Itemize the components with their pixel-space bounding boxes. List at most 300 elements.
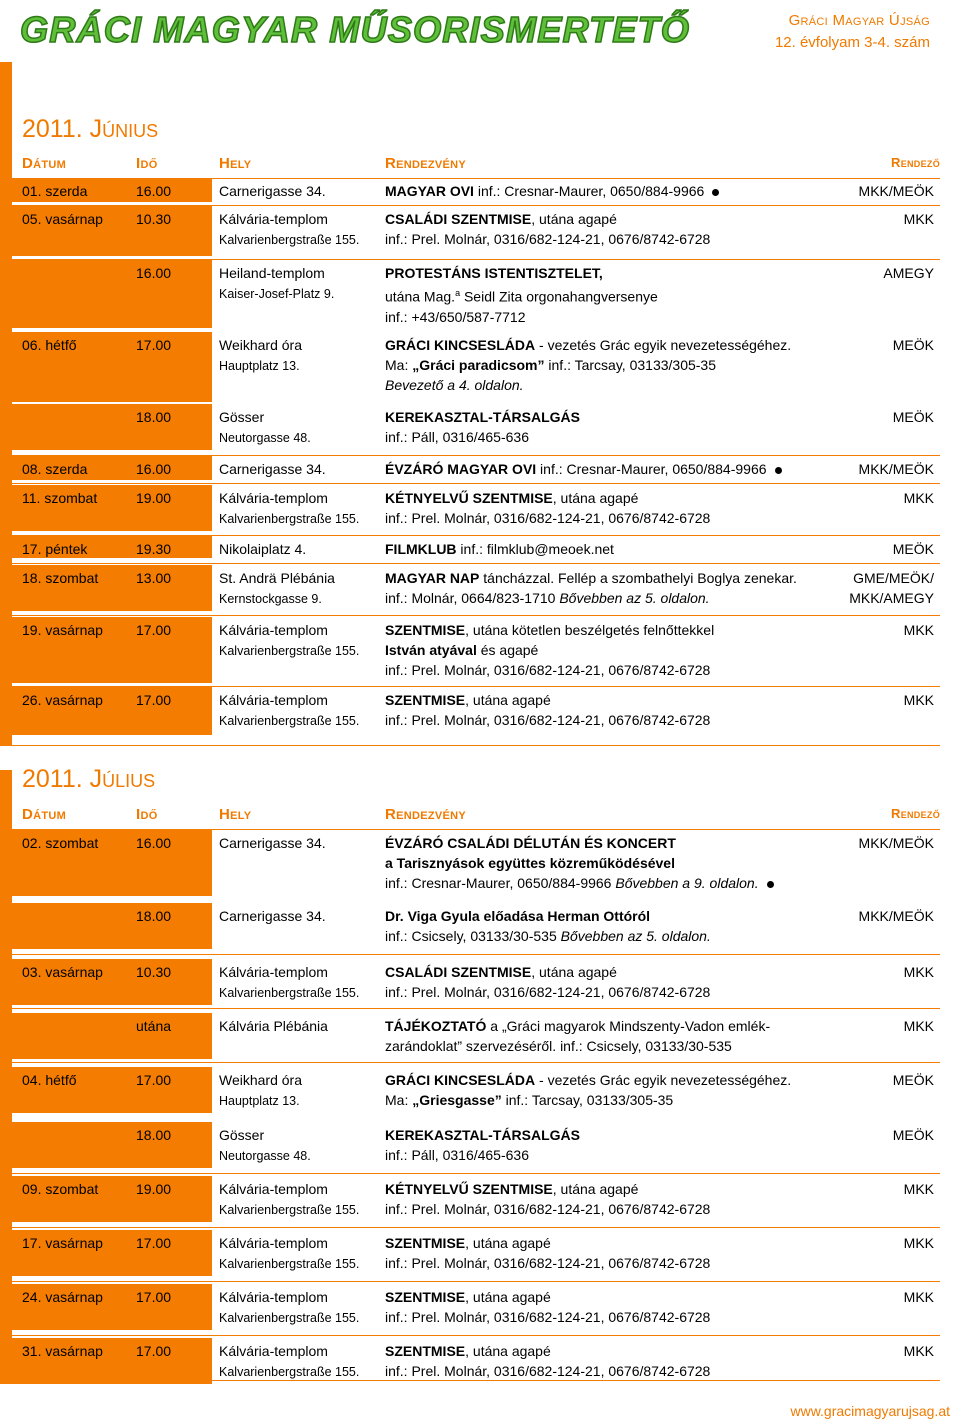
event-title: SZENTMISE	[385, 692, 466, 708]
organizer: MKK	[903, 1018, 934, 1034]
row-organizer	[849, 568, 934, 608]
event-title: SZENTMISE	[385, 1343, 466, 1359]
event-line-2	[385, 1145, 580, 1165]
event-line-3	[385, 873, 774, 893]
event-detail: - vezetés Grác egyik nevezetességéhez.	[535, 1072, 792, 1088]
event-line-2	[385, 1036, 770, 1056]
july-col-organizer: Rendező	[891, 806, 940, 821]
organizer: AMEGY	[883, 265, 934, 281]
event-info: inf.: Prel. Molnár, 0316/682-124-21, 0676/8742-6728	[385, 510, 711, 526]
row-time: 16.00	[136, 461, 172, 477]
event-title: MAGYAR OVI	[385, 183, 474, 199]
june-col-organizer: Rendező	[891, 155, 940, 170]
june-month-title	[22, 115, 158, 144]
event-detail: inf.: Cresnar-Maurer, 0650/884-9966	[473, 183, 705, 199]
row-time: 16.00	[136, 183, 172, 199]
event-line-2	[385, 229, 710, 249]
row-time: 13.00	[136, 570, 172, 586]
event-title: MAGYAR NAP	[385, 570, 480, 586]
row-date: 24. vasárnap	[22, 1289, 103, 1305]
event-detail: , utána agapé	[552, 1181, 639, 1197]
event-line-2	[385, 283, 658, 307]
place-address: Neutorgasse 48.	[219, 1149, 311, 1163]
place-name: Weikhard óra	[219, 1072, 303, 1088]
row-place	[219, 1179, 359, 1220]
event-detail: , utána agapé	[531, 211, 617, 227]
row-organizer	[904, 1287, 934, 1307]
event-info: inf.: Prel. Molnár, 0316/682-124-21, 0676/8742-6728	[385, 1255, 711, 1271]
bullet-icon	[775, 467, 782, 474]
event-info: inf.: Molnár, 0664/823-1710	[385, 590, 560, 606]
row-date: 17. péntek	[22, 541, 88, 557]
event-detail: , utána agapé	[465, 1235, 551, 1251]
june-row-date-bg	[0, 260, 212, 328]
website-link[interactable]: www.gracimagyarujsag.at	[790, 1403, 950, 1419]
event-info: inf.: Páll, 0316/465-636	[385, 429, 529, 445]
june-row-line	[12, 563, 940, 564]
place-address: Kalvarienbergstraße 155.	[219, 1203, 360, 1217]
event-line-1	[385, 335, 791, 355]
row-event	[385, 1016, 770, 1056]
place-address: Kaiser-Josef-Platz 9.	[219, 287, 335, 301]
event-detail: , utána kötetlen beszélgetés felnőttekkel	[465, 622, 715, 638]
row-date: 09. szombat	[22, 1181, 99, 1197]
place-name: Kálvária-templom	[219, 692, 328, 708]
event-line-1	[385, 620, 714, 640]
row-organizer	[893, 1070, 934, 1090]
june-month-name: Június	[89, 115, 159, 143]
july-row-date-bg	[0, 1013, 212, 1059]
july-row-line	[12, 1335, 940, 1336]
row-organizer	[859, 181, 934, 201]
bullet-icon	[767, 881, 774, 888]
july-row-line	[12, 1281, 940, 1282]
event-highlight: „Gráci paradicsom”	[412, 357, 545, 373]
row-time: 10.30	[136, 964, 172, 980]
row-organizer	[904, 209, 934, 229]
organizer: MKK	[903, 1343, 934, 1359]
organizer: MKK/MEÖK	[858, 908, 934, 924]
row-event	[385, 568, 797, 608]
row-place	[219, 539, 306, 559]
event-line-2	[385, 355, 791, 375]
event-info: Bevezető a 4. oldalon.	[385, 377, 524, 393]
row-time: 19.30	[136, 541, 172, 557]
event-detail: inf.: filmklub@meoek.net	[456, 541, 614, 557]
event-line-1	[385, 488, 710, 508]
row-date: 02. szombat	[22, 835, 99, 851]
event-line-1	[385, 690, 710, 710]
row-organizer	[904, 620, 934, 640]
paper-name: Gráci Magyar Újság	[788, 12, 930, 29]
row-event	[385, 181, 719, 201]
row-place	[219, 1070, 302, 1111]
place-address: Kalvarienbergstraße 155.	[219, 1257, 360, 1271]
july-row-line	[12, 1008, 940, 1009]
row-organizer	[859, 459, 934, 479]
place-name: Carnerigasse 34.	[219, 835, 326, 851]
row-date: 05. vasárnap	[22, 211, 103, 227]
row-organizer	[904, 962, 934, 982]
event-line-3	[385, 375, 791, 395]
event-line-1	[385, 568, 797, 588]
row-organizer	[859, 833, 934, 853]
row-date: 26. vasárnap	[22, 692, 103, 708]
event-line-2	[385, 508, 710, 528]
event-info: inf.: Prel. Molnár, 0316/682-124-21, 0676/8742-6728	[385, 1309, 711, 1325]
event-info: inf.: Prel. Molnár, 0316/682-124-21, 0676/8742-6728	[385, 984, 711, 1000]
row-event	[385, 335, 791, 395]
july-col-time: Idő	[136, 806, 158, 823]
row-time: 18.00	[136, 409, 172, 425]
event-detail: táncházzal. Fellép a szombathelyi Boglya zenekar.	[479, 570, 797, 586]
place-address: Neutorgasse 48.	[219, 431, 311, 445]
place-address: Hauptplatz 13.	[219, 359, 300, 373]
row-place	[219, 690, 359, 731]
place-name: Carnerigasse 34.	[219, 461, 326, 477]
july-year: 2011.	[22, 765, 83, 793]
july-row-line	[12, 1227, 940, 1228]
event-detail: inf.: Cresnar-Maurer, 0650/884-9966	[536, 461, 767, 477]
organizer: MEÖK	[892, 337, 934, 353]
event-line-1	[385, 962, 710, 982]
row-date: 17. vasárnap	[22, 1235, 103, 1251]
place-name: Carnerigasse 34.	[219, 908, 326, 924]
june-row-line	[12, 615, 940, 616]
place-name: Heiland-templom	[219, 265, 325, 281]
event-line-1	[385, 209, 710, 229]
row-event	[385, 539, 614, 559]
june-col-time: Idő	[136, 155, 158, 172]
row-event	[385, 962, 710, 1002]
organizer: MKK/MEÖK	[858, 835, 934, 851]
organizer: MKK	[903, 1181, 934, 1197]
row-organizer	[904, 488, 934, 508]
organizer: GME/MEÖK/	[853, 570, 934, 586]
place-name: Gösser	[219, 1127, 265, 1143]
event-title: KEREKASZTAL-TÁRSALGÁS	[385, 409, 580, 425]
organizer: MKK	[903, 490, 934, 506]
place-address: Kernstockgasse 9.	[219, 592, 322, 606]
event-title: CSALÁDI SZENTMISE	[385, 964, 532, 980]
july-row-date-bg	[0, 903, 212, 949]
row-date: 04. hétfő	[22, 1072, 77, 1088]
event-info: inf.: Prel. Molnár, 0316/682-124-21, 0676/8742-6728	[385, 1363, 711, 1379]
row-date: 11. szombat	[22, 490, 98, 506]
june-col-place: Hely	[219, 155, 252, 172]
july-row-line	[12, 954, 940, 955]
row-event	[385, 1125, 580, 1165]
july-row-date-bg	[0, 1122, 212, 1168]
event-title: GRÁCI KINCSESLÁDA	[385, 337, 536, 353]
row-event	[385, 488, 710, 528]
place-name: Weikhard óra	[219, 337, 303, 353]
event-title: GRÁCI KINCSESLÁDA	[385, 1072, 536, 1088]
place-name: Kálvária-templom	[219, 1289, 328, 1305]
event-line-2	[385, 982, 710, 1002]
organizer: MEÖK	[892, 541, 934, 557]
row-organizer	[893, 407, 934, 427]
event-info: inf.: Cresnar-Maurer, 0650/884-9966	[385, 875, 616, 891]
june-row-date-bg	[0, 404, 212, 450]
row-organizer	[893, 1125, 934, 1145]
event-line-3	[385, 660, 714, 680]
row-organizer	[859, 906, 934, 926]
july-col-event: Rendezvény	[385, 806, 467, 823]
event-title: SZENTMISE	[385, 622, 466, 638]
row-organizer	[904, 690, 934, 710]
event-line-1	[385, 1070, 791, 1090]
event-line-1	[385, 906, 711, 926]
event-title: KEREKASZTAL-TÁRSALGÁS	[385, 1127, 580, 1143]
row-event	[385, 459, 782, 479]
row-time: 16.00	[136, 265, 172, 281]
row-place	[219, 962, 359, 1003]
place-address: Kalvarienbergstraße 155.	[219, 233, 360, 247]
row-event	[385, 1287, 710, 1327]
organizer: MEÖK	[892, 1072, 934, 1088]
event-detail: , utána agapé	[465, 1343, 551, 1359]
place-address: Kalvarienbergstraße 155.	[219, 512, 360, 526]
event-line-1	[385, 407, 580, 427]
organizer: MKK/MEÖK	[858, 183, 934, 199]
organizer: MKK	[903, 1289, 934, 1305]
july-row-line	[12, 1062, 940, 1063]
event-line-2	[385, 427, 580, 447]
row-place	[219, 620, 359, 661]
event-line-1	[385, 1179, 710, 1199]
header-title	[16, 6, 696, 50]
organizer-2: MKK/AMEGY	[849, 590, 934, 606]
event-title: KÉTNYELVŰ SZENTMISE	[385, 490, 553, 506]
row-time: 18.00	[136, 1127, 172, 1143]
event-info: inf.: Tarcsay, 03133/305-35	[501, 1092, 674, 1108]
row-event	[385, 1341, 710, 1381]
place-name: Kálvária-templom	[219, 211, 328, 227]
july-bottom-line	[0, 1380, 940, 1381]
event-detail: , utána agapé	[465, 1289, 551, 1305]
organizer: MKK	[903, 964, 934, 980]
row-place	[219, 488, 359, 529]
row-place	[219, 1016, 328, 1036]
place-name: Kálvária-templom	[219, 1343, 328, 1359]
row-event	[385, 1070, 791, 1110]
row-organizer	[893, 335, 934, 355]
row-organizer	[904, 1016, 934, 1036]
event-info: inf.: +43/650/587-7712	[385, 308, 526, 325]
row-time: 19.00	[136, 490, 172, 506]
row-event	[385, 209, 710, 249]
row-place	[219, 181, 326, 201]
event-info: inf.: Prel. Molnár, 0316/682-124-21, 0676/8742-6728	[385, 662, 711, 678]
event-line-1	[385, 459, 782, 479]
row-place	[219, 1341, 359, 1382]
event-line-1	[385, 1125, 580, 1145]
event-title: CSALÁDI SZENTMISE	[385, 211, 532, 227]
event-info: inf.: Páll, 0316/465-636	[385, 1147, 529, 1163]
event-line-2	[385, 1361, 710, 1381]
row-date: 31. vasárnap	[22, 1343, 103, 1359]
event-detail: a „Gráci magyarok Mindszenty-Vadon emlék-	[486, 1018, 771, 1034]
place-name: Kálvária Plébánia	[219, 1018, 328, 1034]
event-title: SZENTMISE	[385, 1289, 466, 1305]
row-place	[219, 568, 335, 609]
row-date: 03. vasárnap	[22, 964, 103, 980]
organizer: MKK	[903, 1235, 934, 1251]
row-date: 06. hétfő	[22, 337, 77, 353]
place-name: Kálvária-templom	[219, 1235, 328, 1251]
row-place	[219, 1287, 359, 1328]
row-event	[385, 906, 711, 946]
paper-issue: 12. évfolyam 3-4. szám	[774, 34, 930, 51]
event-line-1	[385, 181, 719, 201]
july-column-header	[0, 806, 940, 826]
place-name: Kálvária-templom	[219, 622, 328, 638]
row-place	[219, 833, 326, 853]
event-line-2	[385, 1307, 710, 1327]
row-time: 17.00	[136, 692, 172, 708]
place-address: Kalvarienbergstraße 155.	[219, 1365, 360, 1379]
june-bottom-line	[0, 745, 940, 746]
event-line-1	[385, 1341, 710, 1361]
row-place	[219, 263, 334, 304]
place-name: Carnerigasse 34.	[219, 183, 326, 199]
event-more: Bővebben az 5. oldalon.	[559, 590, 710, 606]
event-info: inf.: Prel. Molnár, 0316/682-124-21, 0676/8742-6728	[385, 1201, 711, 1217]
row-time: 10.30	[136, 211, 172, 227]
row-time: 17.00	[136, 337, 172, 353]
row-time: 17.00	[136, 1072, 172, 1088]
june-year: 2011.	[22, 115, 83, 143]
event-detail: , utána agapé	[552, 490, 639, 506]
event-info: inf.: Prel. Molnár, 0316/682-124-21, 0676/8742-6728	[385, 712, 711, 728]
event-title: Dr. Viga Gyula előadása Herman Ottóról	[385, 908, 651, 924]
event-info: utána Mag.	[385, 288, 456, 305]
row-place	[219, 1233, 359, 1274]
place-name: Kálvária-templom	[219, 964, 328, 980]
organizer: MKK/MEÖK	[858, 461, 934, 477]
row-event	[385, 263, 658, 327]
organizer: MEÖK	[892, 1127, 934, 1143]
event-info: Ma:	[385, 1092, 413, 1108]
place-address: Kalvarienbergstraße 155.	[219, 644, 360, 658]
event-more: Bővebben az 5. oldalon.	[560, 928, 711, 944]
event-line-1	[385, 1233, 710, 1253]
row-time: 18.00	[136, 908, 172, 924]
june-col-date: Dátum	[22, 155, 67, 172]
event-line-2	[385, 588, 797, 608]
place-address: Kalvarienbergstraße 155.	[219, 1311, 360, 1325]
row-time: utána	[136, 1018, 172, 1034]
place-address: Hauptplatz 13.	[219, 1094, 300, 1108]
july-col-date: Dátum	[22, 806, 67, 823]
row-time: 17.00	[136, 1289, 172, 1305]
event-title: PROTESTÁNS ISTENTISZTELET,	[385, 265, 603, 281]
place-address: Kalvarienbergstraße 155.	[219, 986, 360, 1000]
event-line-2	[385, 640, 714, 660]
event-line-2	[385, 926, 711, 946]
event-info: inf.: Prel. Molnár, 0316/682-124-21, 0676/8742-6728	[385, 231, 711, 247]
row-date: 18. szombat	[22, 570, 99, 586]
svg-text:GRÁCI MAGYAR MŰSORISMERTETŐ: GRÁCI MAGYAR MŰSORISMERTETŐ	[20, 9, 684, 50]
event-line-3	[385, 307, 658, 327]
row-date: 08. szerda	[22, 461, 88, 477]
event-line-1	[385, 1287, 710, 1307]
row-organizer	[904, 1233, 934, 1253]
july-month-title	[22, 765, 155, 794]
row-event	[385, 690, 710, 730]
event-info: a Tarisznyások együttes közreműködésével	[385, 855, 675, 871]
event-line-1	[385, 539, 614, 559]
row-time: 16.00	[136, 835, 172, 851]
event-info: inf.: Csicsely, 03133/30-535	[385, 928, 561, 944]
event-title: KÉTNYELVŰ SZENTMISE	[385, 1181, 553, 1197]
event-info: Seidl Zita orgonahangversenye	[460, 288, 658, 305]
event-title: ÉVZÁRÓ MAGYAR OVI	[385, 461, 537, 477]
event-title: SZENTMISE	[385, 1235, 466, 1251]
row-organizer	[893, 539, 934, 559]
row-place	[219, 1125, 311, 1166]
row-event	[385, 407, 580, 447]
row-time: 17.00	[136, 622, 172, 638]
event-line-2	[385, 1199, 710, 1219]
row-event	[385, 1179, 710, 1219]
place-name: Kálvária-templom	[219, 490, 328, 506]
july-row-line	[12, 1173, 940, 1174]
bullet-icon	[712, 189, 719, 196]
event-line-2	[385, 853, 774, 873]
row-organizer	[904, 1341, 934, 1361]
row-event	[385, 833, 774, 893]
event-title: ÉVZÁRÓ CSALÁDI DÉLUTÁN ÉS KONCERT	[385, 835, 676, 851]
june-column-header	[0, 155, 940, 175]
event-line-2	[385, 1090, 791, 1110]
july-month-name: Július	[89, 765, 156, 793]
june-row-line	[12, 483, 940, 484]
event-title: TÁJÉKOZTATÓ	[385, 1018, 487, 1034]
row-event	[385, 620, 714, 680]
event-highlight: István atyával	[385, 642, 477, 658]
event-info: inf.: Tarcsay, 03133/305-35	[544, 357, 716, 373]
place-name: Gösser	[219, 409, 265, 425]
event-info: és agapé	[476, 642, 539, 658]
organizer: MKK	[903, 622, 934, 638]
event-detail: - vezetés Grác egyik nevezetességéhez.	[535, 337, 792, 353]
organizer: MKK	[903, 692, 934, 708]
row-place	[219, 209, 359, 250]
event-line-2	[385, 1253, 710, 1273]
event-line-1	[385, 263, 658, 283]
row-place	[219, 407, 311, 448]
row-time: 19.00	[136, 1181, 172, 1197]
paper-info	[775, 10, 930, 54]
row-time: 17.00	[136, 1235, 172, 1251]
place-name: Kálvária-templom	[219, 1181, 328, 1197]
event-highlight: „Griesgasse”	[412, 1092, 502, 1108]
event-title: FILMKLUB	[385, 541, 457, 557]
event-info: zarándoklat” szervezéséről. inf.: Csicsely, 03133/30-535	[385, 1038, 732, 1054]
event-sup: a	[455, 288, 461, 298]
july-col-place: Hely	[219, 806, 252, 823]
event-info: Ma:	[385, 357, 413, 373]
row-date: 19. vasárnap	[22, 622, 103, 638]
row-place	[219, 459, 326, 479]
place-name: Nikolaiplatz 4.	[219, 541, 307, 557]
organizer: MKK	[903, 211, 934, 227]
event-line-1	[385, 833, 774, 853]
event-line-1	[385, 1016, 770, 1036]
organizer: MEÖK	[892, 409, 934, 425]
